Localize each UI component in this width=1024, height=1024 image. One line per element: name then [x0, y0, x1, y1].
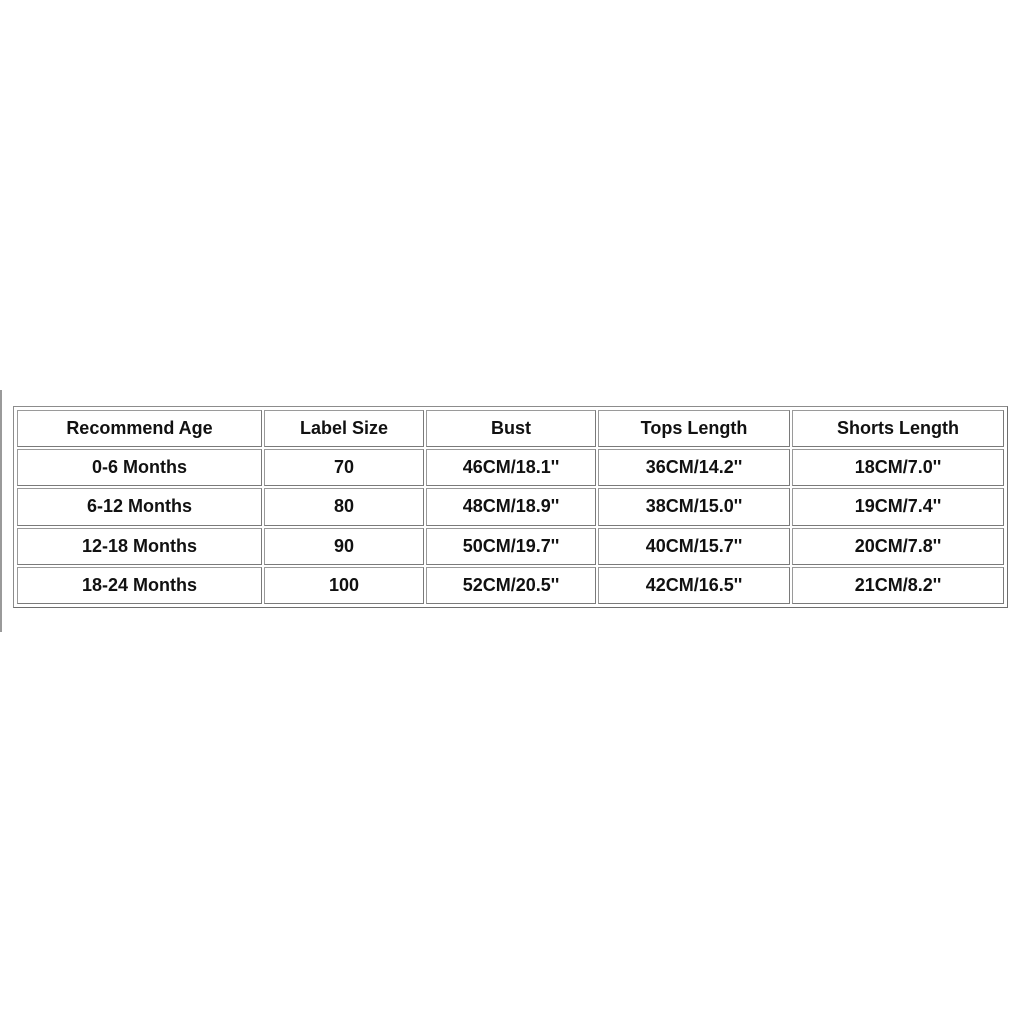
table-row	[17, 449, 1004, 486]
table-row	[17, 488, 1004, 525]
table-row	[17, 567, 1004, 604]
header-recommend-age: Recommend Age	[17, 410, 262, 447]
cell-shorts-length: 20CM/7.8''	[792, 528, 1004, 565]
header-bust: Bust	[426, 410, 596, 447]
cell-bust: 50CM/19.7''	[426, 528, 596, 565]
cell-tops-length: 36CM/14.2''	[598, 449, 790, 486]
cell-bust: 48CM/18.9''	[426, 488, 596, 525]
header-label-size: Label Size	[264, 410, 424, 447]
cell-shorts-length: 18CM/7.0''	[792, 449, 1004, 486]
size-chart-table	[13, 406, 1008, 608]
cell-shorts-length: 19CM/7.4''	[792, 488, 1004, 525]
cell-recommend-age: 6-12 Months	[17, 488, 262, 525]
cell-tops-length: 38CM/15.0''	[598, 488, 790, 525]
cell-tops-length: 42CM/16.5''	[598, 567, 790, 604]
table-row	[17, 528, 1004, 565]
cell-recommend-age: 18-24 Months	[17, 567, 262, 604]
cell-label-size: 70	[264, 449, 424, 486]
cell-recommend-age: 12-18 Months	[17, 528, 262, 565]
cell-recommend-age: 0-6 Months	[17, 449, 262, 486]
cell-label-size: 90	[264, 528, 424, 565]
cell-tops-length: 40CM/15.7''	[598, 528, 790, 565]
cell-bust: 52CM/20.5''	[426, 567, 596, 604]
header-shorts-length: Shorts Length	[792, 410, 1004, 447]
cell-label-size: 80	[264, 488, 424, 525]
cell-shorts-length: 21CM/8.2''	[792, 567, 1004, 604]
cell-bust: 46CM/18.1''	[426, 449, 596, 486]
page-edge-divider	[0, 390, 2, 632]
table-header-row	[17, 410, 1004, 447]
header-tops-length: Tops Length	[598, 410, 790, 447]
cell-label-size: 100	[264, 567, 424, 604]
